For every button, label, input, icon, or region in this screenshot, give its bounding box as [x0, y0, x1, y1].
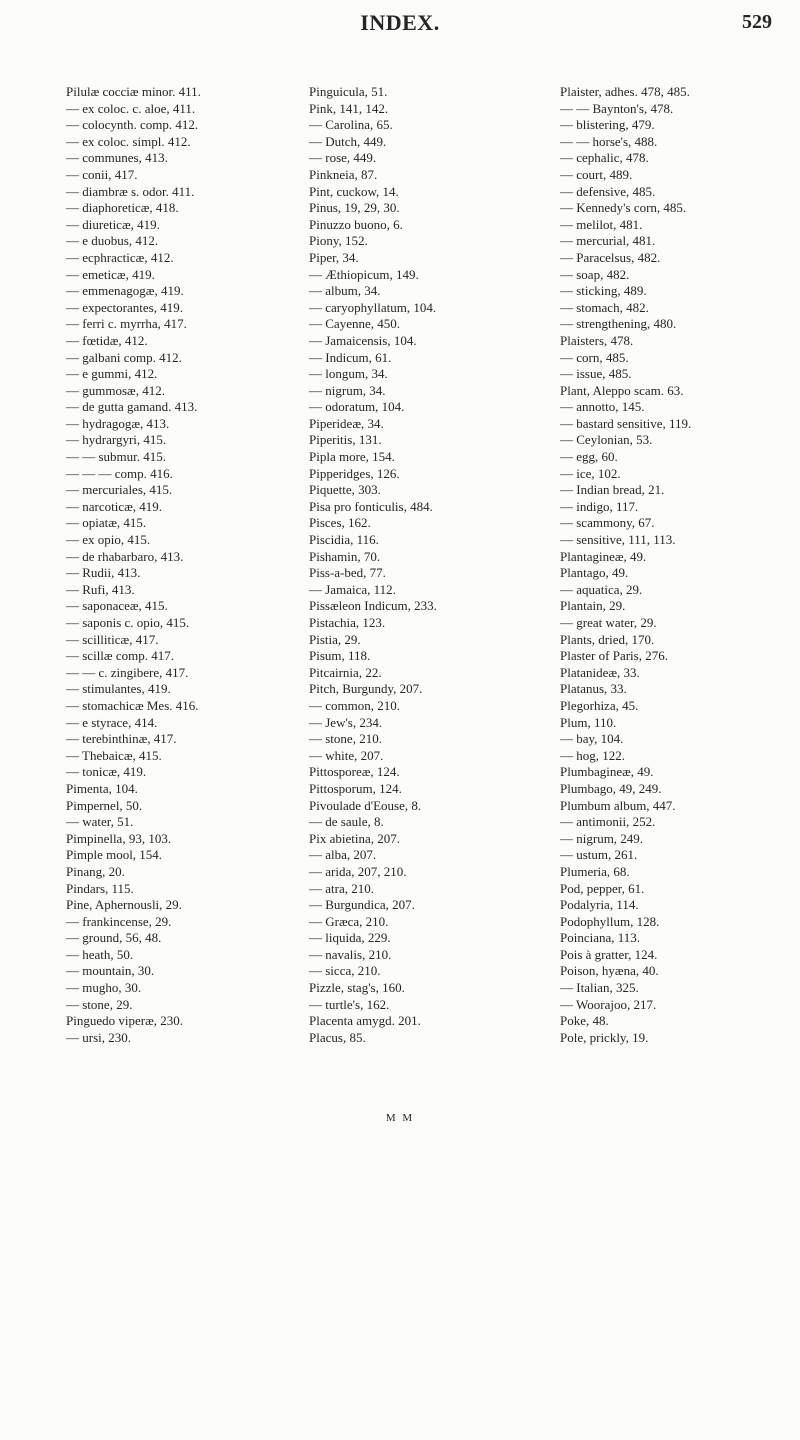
index-entry: — cephalic, 478. — [560, 150, 649, 166]
index-entry: Plantago, 49. — [560, 565, 629, 581]
index-entry: Plum, 110. — [560, 714, 617, 730]
index-entry: Pistia, 29. — [309, 631, 361, 647]
index-entry: Pint, cuckow, 14. — [309, 183, 399, 199]
index-entry: — Dutch, 449. — [309, 133, 387, 149]
index-entry: — Italian, 325. — [560, 980, 639, 996]
index-entry: — corn, 485. — [560, 349, 629, 365]
index-entry: — gummosæ, 412. — [66, 382, 165, 398]
index-entry: — ex coloc. simpl. 412. — [66, 133, 191, 149]
index-entry: Plantain, 29. — [560, 598, 626, 614]
index-entry: — stone, 29. — [66, 996, 133, 1012]
index-entry: — scammony, 67. — [560, 515, 655, 531]
index-entry: — white, 207. — [309, 747, 384, 763]
index-entry: Pisa pro fonticulis, 484. — [309, 498, 433, 514]
index-entry: — — — comp. 416. — [66, 465, 173, 481]
index-entry: Piperideæ, 34. — [309, 415, 384, 431]
index-entry: — mercuriales, 415. — [66, 482, 173, 498]
index-entry: Plants, dried, 170. — [560, 631, 655, 647]
index-entry: Plumbum album, 447. — [560, 797, 676, 813]
index-entry: Podophyllum, 128. — [560, 913, 660, 929]
index-entry: — liquida, 229. — [309, 930, 391, 946]
index-entry: Pipperidges, 126. — [309, 465, 400, 481]
index-entry: — turtle's, 162. — [309, 996, 390, 1012]
index-entry: — hydragogæ, 413. — [66, 415, 170, 431]
index-entry: — alba, 207. — [309, 847, 377, 863]
index-entry: — frankincense, 29. — [66, 913, 172, 929]
index-entry: Pole, prickly, 19. — [560, 1029, 649, 1045]
index-entry: — diambræ s. odor. 411. — [66, 183, 195, 199]
index-entry: — strengthening, 480. — [560, 316, 677, 332]
index-entry: — saponaceæ, 415. — [66, 598, 168, 614]
index-entry: — expectorantes, 419. — [66, 299, 183, 315]
index-entry: — court, 489. — [560, 166, 633, 182]
index-entry: — galbani comp. 412. — [66, 349, 182, 365]
index-entry: — nigrum, 34. — [309, 382, 386, 398]
index-entry: — atra, 210. — [309, 880, 374, 896]
index-entry: — ice, 102. — [560, 465, 621, 481]
index-entry: — ursi, 230. — [66, 1029, 131, 1045]
index-entry: — e duobus, 412. — [66, 233, 159, 249]
index-entry: Pimpinella, 93, 103. — [66, 830, 172, 846]
index-entry: — album, 34. — [309, 283, 381, 299]
index-entry: — — Baynton's, 478. — [560, 100, 674, 116]
index-entry: Pittosporum, 124. — [309, 780, 402, 796]
index-entry: Pistachia, 123. — [309, 615, 386, 630]
index-entry: Pimpernel, 50. — [66, 797, 143, 813]
index-entry: Pinguicula, 51. — [309, 84, 388, 99]
index-entry: — Paracelsus, 482. — [560, 249, 661, 265]
index-entry: — ex coloc. c. aloe, 411. — [66, 100, 196, 116]
index-entry: Pitch, Burgundy, 207. — [309, 681, 423, 697]
index-entry: — Burgundica, 207. — [309, 897, 415, 913]
index-entry: Pindars, 115. — [66, 880, 134, 896]
index-entry: — Woorajoo, 217. — [560, 996, 657, 1012]
index-entry: — longum, 34. — [309, 366, 388, 382]
index-entry: — Kennedy's corn, 485. — [560, 200, 687, 216]
index-entry: — e styrace, 414. — [66, 714, 158, 730]
index-entry: Placenta amygd. 201. — [309, 1013, 421, 1029]
index-entry: — Rudii, 413. — [66, 565, 141, 581]
running-title: INDEX. — [360, 10, 440, 35]
index-entry: — indigo, 117. — [560, 498, 639, 514]
index-entry: Pod, pepper, 61. — [560, 880, 645, 896]
index-column-2 — [309, 84, 437, 1046]
index-entry: — conii, 417. — [66, 166, 138, 182]
index-entry: — Rufi, 413. — [66, 581, 135, 597]
index-entry: Pivoulade d'Eouse, 8. — [309, 797, 422, 813]
index-entry: Piper, 34. — [309, 249, 359, 265]
index-entry: — Jew's, 234. — [309, 714, 383, 730]
index-entry: — rose, 449. — [309, 150, 377, 166]
index-entry: — hog, 122. — [560, 747, 625, 763]
index-entry: — Ceylonian, 53. — [560, 432, 653, 448]
index-entry: Poinciana, 113. — [560, 930, 641, 946]
index-entry: — great water, 29. — [560, 615, 657, 630]
index-entry: Poison, hyæna, 40. — [560, 963, 659, 979]
index-entry: — de saule, 8. — [309, 814, 384, 830]
index-entry: Piscidia, 116. — [309, 532, 379, 548]
index-entry: — Indicum, 61. — [309, 349, 392, 365]
index-entry: — odoratum, 104. — [309, 399, 405, 415]
index-entry: — mugho, 30. — [66, 980, 142, 996]
index-entry: — nigrum, 249. — [560, 830, 644, 846]
index-entry: — navalis, 210. — [309, 946, 392, 962]
index-entry: Piquette, 303. — [309, 482, 381, 498]
index-entry: — Indian bread, 21. — [560, 482, 665, 498]
index-column-1 — [66, 84, 201, 1046]
index-entry: — opiatæ, 415. — [66, 515, 147, 531]
index-entry: — Thebaicæ, 415. — [66, 747, 162, 763]
index-entry: — communes, 413. — [66, 150, 168, 166]
index-entry: — ecphracticæ, 412. — [66, 249, 174, 265]
index-entry: Plumbago, 49, 249. — [560, 780, 662, 796]
index-entry: Plaisters, 478. — [560, 332, 634, 348]
index-entry: — emmenagogæ, 419. — [66, 283, 184, 299]
index-entry: Plaister, adhes. 478, 485. — [560, 84, 690, 99]
index-entry: — scillæ comp. 417. — [66, 648, 174, 664]
index-entry: — stimulantes, 419. — [66, 681, 171, 697]
index-entry: — ex opio, 415. — [66, 532, 151, 548]
index-entry: — tonicæ, 419. — [66, 764, 147, 780]
index-entry: Platanideæ, 33. — [560, 664, 640, 680]
index-entry: Pinus, 19, 29, 30. — [309, 200, 400, 216]
index-entry: Pix abietina, 207. — [309, 830, 400, 846]
index-entry: — hydrargyri, 415. — [66, 432, 167, 448]
index-entry: — soap, 482. — [560, 266, 630, 282]
index-entry: — bastard sensitive, 119. — [560, 415, 692, 431]
index-entry: — ferri c. myrrha, 417. — [66, 316, 187, 332]
index-entry: Pissæleon Indicum, 233. — [309, 598, 437, 614]
index-entry: — aquatica, 29. — [560, 581, 643, 597]
page-header — [0, 0, 800, 50]
index-entry: — arida, 207, 210. — [309, 863, 407, 879]
index-entry: Platanus, 33. — [560, 681, 627, 697]
index-entry: — — submur. 415. — [66, 449, 167, 465]
index-entry: — Carolina, 65. — [309, 117, 393, 133]
index-entry: — scilliticæ, 417. — [66, 631, 159, 647]
index-entry: — caryophyllatum, 104. — [309, 299, 437, 315]
index-entry: — issue, 485. — [560, 366, 632, 382]
index-entry: Poke, 48. — [560, 1013, 609, 1029]
index-entry: Piperitis, 131. — [309, 432, 382, 448]
index-entry: — common, 210. — [309, 697, 400, 713]
index-entry: Pittosporeæ, 124. — [309, 764, 400, 780]
index-entry: Piony, 152. — [309, 233, 368, 249]
index-entry: — egg, 60. — [560, 449, 618, 465]
index-entry: Pipla more, 154. — [309, 449, 395, 465]
index-entry: — emeticæ, 419. — [66, 266, 155, 282]
index-entry: — narcoticæ, 419. — [66, 498, 163, 514]
index-entry: — de rhabarbaro, 413. — [66, 548, 184, 564]
index-entry: — water, 51. — [66, 814, 134, 830]
index-entry: Pishamin, 70. — [309, 548, 381, 564]
index-entry: — sticking, 489. — [560, 283, 647, 299]
index-entry: — ground, 56, 48. — [66, 930, 162, 946]
index-entry: — diureticæ, 419. — [66, 216, 160, 232]
index-entry: — stomach, 482. — [560, 299, 649, 315]
index-entry: Pinguedo viperæ, 230. — [66, 1013, 183, 1029]
index-entry: Plaster of Paris, 276. — [560, 648, 668, 664]
index-entry: Pimple mool, 154. — [66, 847, 163, 863]
index-entry: — annotto, 145. — [560, 399, 645, 415]
index-entry: Placus, 85. — [309, 1029, 366, 1045]
index-entry: Plumbagineæ, 49. — [560, 764, 654, 780]
index-entry: — stone, 210. — [309, 731, 382, 747]
index-entry: — Jamaicensis, 104. — [309, 332, 417, 348]
index-entry: — colocynth. comp. 412. — [66, 117, 199, 133]
index-entry: — Cayenne, 450. — [309, 316, 400, 332]
index-entry: — saponis c. opio, 415. — [66, 615, 190, 630]
index-entry: — fœtidæ, 412. — [66, 332, 148, 348]
index-entry: — — horse's, 488. — [560, 133, 658, 149]
index-entry: — Græca, 210. — [309, 913, 389, 929]
index-entry: — Jamaica, 112. — [309, 581, 396, 597]
index-entry: — mercurial, 481. — [560, 233, 656, 249]
index-entry: — blistering, 479. — [560, 117, 655, 133]
index-entry: — sensitive, 111, 113. — [560, 532, 676, 548]
page-number: 529 — [742, 11, 772, 33]
index-entry: — stomachicæ Mes. 416. — [66, 697, 199, 713]
printer-signature-mark: M M — [385, 1112, 415, 1124]
index-entry: Pinang, 20. — [66, 863, 125, 879]
index-entry: Pilulæ cocciæ minor. 411. — [66, 84, 201, 99]
index-column-3 — [560, 84, 691, 1046]
index-entry: Pisum, 118. — [309, 648, 371, 664]
index-entry: Pizzle, stag's, 160. — [309, 980, 405, 996]
index-entry: Pink, 141, 142. — [309, 100, 389, 116]
index-entry: — ustum, 261. — [560, 847, 638, 863]
index-entry: Piss-a-bed, 77. — [309, 565, 386, 581]
index-entry: Plant, Aleppo scam. 63. — [560, 382, 684, 398]
index-entry: Pitcairnia, 22. — [309, 664, 382, 680]
index-entry: — melilot, 481. — [560, 216, 643, 232]
index-entry: Pimenta, 104. — [66, 780, 138, 796]
index-entry: Pinuzzo buono, 6. — [309, 216, 403, 232]
index-entry: — sicca, 210. — [309, 963, 381, 979]
index-entry: — heath, 50. — [66, 946, 134, 962]
index-entry: Plumeria, 68. — [560, 863, 630, 879]
index-entry: — terebinthinæ, 417. — [66, 731, 177, 747]
index-entry: Pisces, 162. — [309, 515, 371, 531]
index-entry: — Æthiopicum, 149. — [309, 266, 419, 282]
index-entry: Podalyria, 114. — [560, 897, 639, 913]
index-entry: — defensive, 485. — [560, 183, 656, 199]
index-entry: Pinkneia, 87. — [309, 166, 378, 182]
index-entry: — bay, 104. — [560, 731, 624, 747]
index-entry: Plegorhiza, 45. — [560, 697, 639, 713]
index-entry: Pine, Aphernousli, 29. — [66, 897, 182, 913]
index-entry: — antimonii, 252. — [560, 814, 656, 830]
index-entry: Pois à gratter, 124. — [560, 946, 658, 962]
index-entry: — de gutta gamand. 413. — [66, 399, 198, 415]
index-entry: — — c. zingibere, 417. — [66, 664, 189, 680]
index-entry: — e gummi, 412. — [66, 366, 158, 382]
index-entry: — diaphoreticæ, 418. — [66, 200, 179, 216]
index-entry: Plantagineæ, 49. — [560, 548, 647, 564]
index-entry: — mountain, 30. — [66, 963, 155, 979]
